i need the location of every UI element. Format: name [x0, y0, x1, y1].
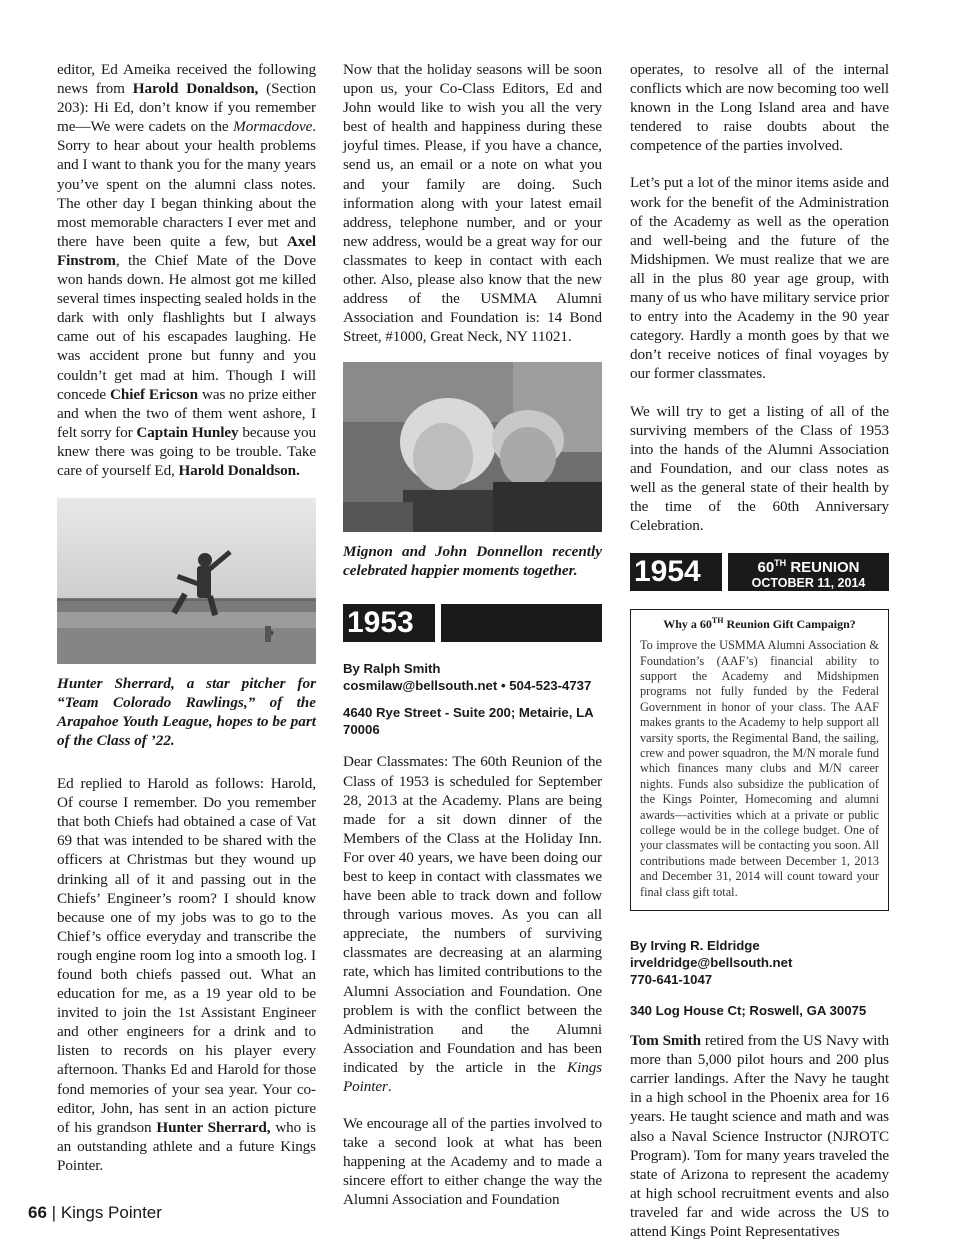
contact-name: By Irving R. Eldridge: [630, 938, 760, 954]
article-paragraph: Now that the holiday seasons will be soon upon us, your Co-Class Editors, Ed and John would like to wish you all the very best of health and happiness during these joyful times. Please, if you have a chance, send us, an email or a note on what you and your family are doing. Such information along with your latest email address, telephone number, and or your new address, would be a great way for our classmates to keep in contact with each other. Also, please also know that the new address of the USMMA Alumni Association and Foundation is: 14 Bond Street, #1000, Great Neck, NY 11021.: [343, 61, 602, 346]
contact-address: 340 Log House Ct; Roswell, GA 30075: [630, 1003, 867, 1019]
gift-campaign-title: Why a 60TH Reunion Gift Campaign?: [663, 616, 856, 632]
column-3: [630, 60, 889, 1259]
class-year: 1953: [343, 604, 435, 642]
pitcher-photo: [57, 498, 316, 664]
gift-campaign-body: To improve the USMMA Alumni Association & Foundation’s (AAF’s) financial ability to support the Academy and Midshipmen programs not fully funded by the Federal Government in honor of your class. The AAF makes grants to the Academy to help support all varsity sports, the Regimental Band, the sailing, crew and power squadron, the M/N morale fund which finances many clubs and M/N career nights. Funds also subsidize the publication of the Kings Pointer, Homecoming and alumni awards—activities which at a private or public college would be in the college budget. One of your classmates will be contacting you soon. All contributions made between December 1, 2013 and December 31, 2014 will count toward your final class gift total.: [640, 638, 879, 899]
reunion-banner: 60TH REUNION OCTOBER 11, 2014: [728, 553, 889, 591]
article-paragraph: Ed replied to Harold as follows: Harold, Of course I remember. Do you remember that both Chiefs had obtained a case of Vat 69 that was intended to be shared with the officers at Christmas but they wound up drinking all of it and passing out in the Chiefs’ Engineer’s room? I should know because one of my jobs was to go to the Chief’s office everyday and transcribe the rough engine room log into a smooth log. I found both chiefs passed out. What an education for me, as a 19 year old to be invited to join the 1st Assistant Engineer and other engineers for a drink and to listen to records on his player every afternoon. Thanks Ed and Harold for those fond memories of your sea year. Your co-editor, John, has sent in an action picture of his grandson Hunter Sherrard, who is an outstanding athlete and a future Kings Pointer.: [57, 775, 316, 1174]
class-contact: [630, 937, 889, 988]
contact-email-phone: cosmilaw@bellsouth.net • 504-523-4737: [343, 678, 592, 694]
contact-phone: 770-641-1047: [630, 972, 713, 988]
class-year: 1954: [630, 553, 722, 591]
page-number: 66: [28, 1203, 47, 1222]
page-footer: [28, 1203, 162, 1223]
article-paragraph: We encourage all of the parties involved to take a second look at what has been happening at the Academy and to made a sincere effort to either change the way the Alumni Association and Foundation: [343, 1115, 602, 1209]
contact-name: By Ralph Smith: [343, 661, 441, 677]
gift-campaign-box: [630, 609, 889, 911]
article-paragraph: Dear Classmates: The 60th Reunion of the Class of 1953 is scheduled for September 28, 2013 at the Academy. Plans are being made for a sit down dinner of the Members of the Class at the Holiday Inn. For over 40 years, we have been doing our best to keep in contact with classmates we have been able to track down and follow through various moves. As you can all appreciate, the numbers of surviving classmates are decreasing at an alarming rate, which has limited contributions to the Alumni Association and Foundation. One problem is with the conflict between the Administration and the Alumni Association and Foundation and has been indicated by the article in the Kings Pointer.: [343, 753, 602, 1095]
article-paragraph: operates, to resolve all of the internal conflicts which are now becoming too well known in the Long Island area and have tendered to raise doubts about the competence of the parties involved.: [630, 61, 889, 155]
pitcher-photo-image: [57, 498, 316, 664]
contact-email: irveldridge@bellsouth.net: [630, 955, 793, 971]
column-1: [57, 60, 316, 1193]
class-year-header-1953: [343, 604, 602, 642]
class-year-header-1954: [630, 553, 889, 591]
article-paragraph: Tom Smith retired from the US Navy with more than 5,000 pilot hours and 200 plus carrier landings. After the Navy he taught in a high school in the Phoenix area for 16 years. He taught science and math and was also a Naval Science Instructor (NJROTC Program). Tom for many years traveled the state of Arizona to represent the academy at high school recruitment events and also traveled far and wide across the US to attend Kings Point Representatives: [630, 1032, 889, 1240]
photo-caption: Hunter Sherrard, a star pitcher for “Team Colorado Rawlings,” of the Arapahoe Youth League, hopes to be part of the Class of ’22.: [57, 675, 316, 750]
article-paragraph: We will try to get a listing of all of the surviving members of the Class of 1953 into the hands of the Alumni Association and Foundation, and our class notes as well as the general state of their health by the time of the 60th Anniversary Celebration.: [630, 402, 889, 535]
article-paragraph: editor, Ed Ameika received the following news from Harold Donaldson, (Section 203): Hi Ed, don’t know if you remember me—We were cadets on the Mormacdove. Sorry to hear about your health problems and I want to thank you for the many years you’ve spent on the alumni class notes. The other day I began thinking about the most memorable characters I ever met and there have been quite a few, but Axel Finstrom, the Chief Mate of the Dove won hands down. He almost got me killed several times inspecting sealed holds in the dark with only flashlights but I always came out of his escapades laughing. He was accident prone but funny and you couldn’t get mad at him. Though I will concede Chief Ericson was no prize either and when the two of them went ashore, I felt sorry for Captain Hunley because you knew there was going to be trouble. Take care of yourself Ed, Harold Donaldson.: [57, 61, 316, 479]
couple-photo-image: [343, 362, 602, 532]
class-contact: [343, 660, 602, 694]
column-2: [343, 60, 602, 1228]
contact-address: 4640 Rye Street - Suite 200; Metairie, LA 70006: [343, 705, 594, 738]
article-paragraph: Let’s put a lot of the minor items aside and work for the benefit of the Administration of the Academy as well as the operation and well-being and the future of the Midshipmen. We must realize that we are all in the plus 80 year age group, with many of us who have military service prior to entry into the Academy in the 90 year category. Hardly a month goes by that we don’t receive notices of final voyages by our former classmates.: [630, 174, 889, 383]
publication-name: Kings Pointer: [60, 1203, 162, 1222]
couple-photo: [343, 362, 602, 532]
photo-caption: Mignon and John Donnellon recently celebrated happier moments together.: [343, 543, 602, 580]
footer-separator: |: [51, 1203, 57, 1222]
